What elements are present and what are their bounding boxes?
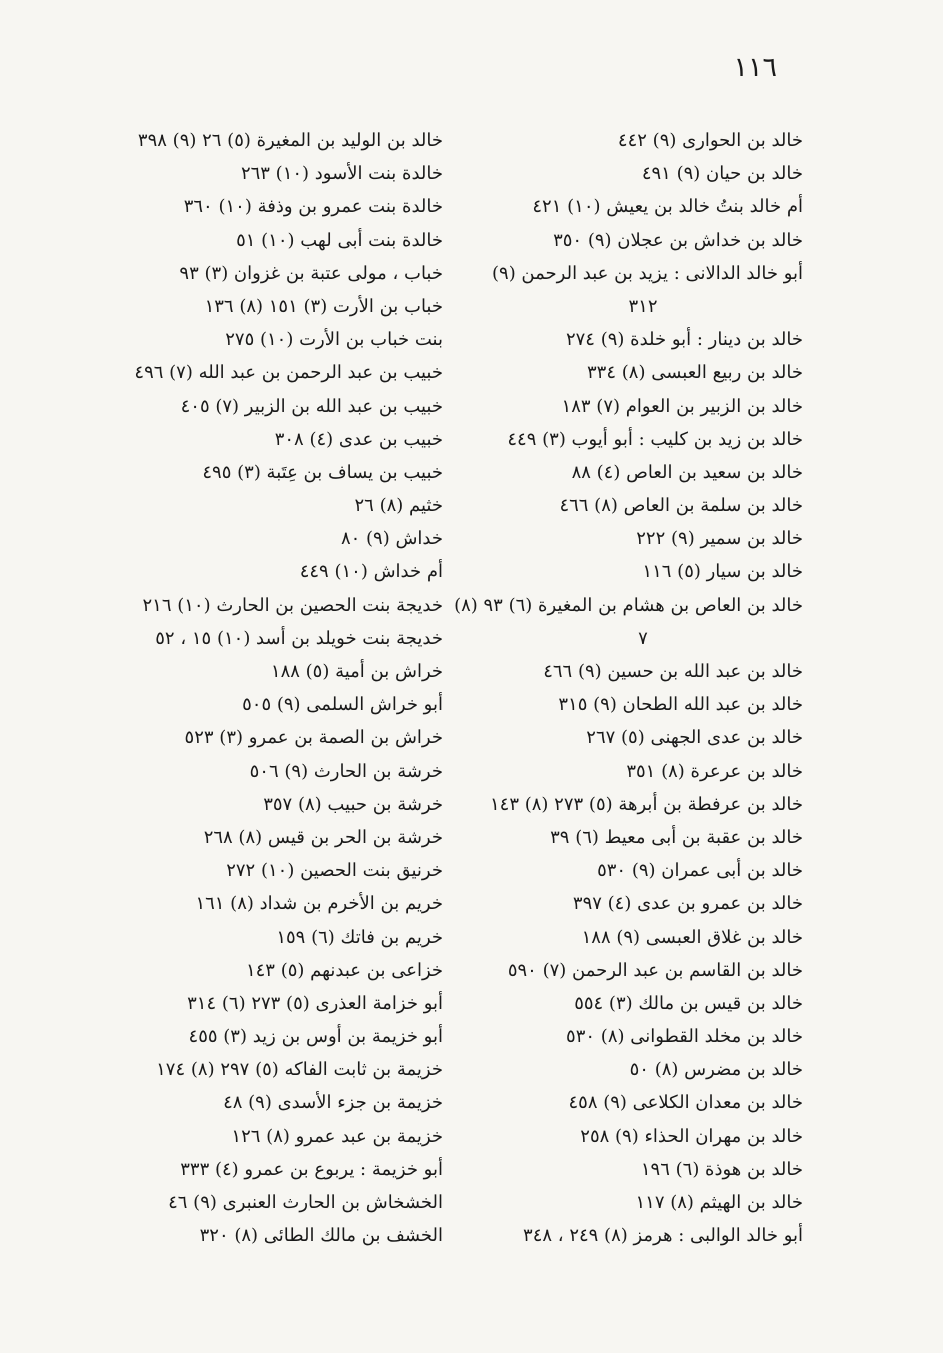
index-entry: خالد بن القاسم بن عبد الرحمن (٧) ٥٩٠ bbox=[507, 959, 803, 981]
index-entry: خالد بن سلمة بن العاص (٨) ٤٦٦ bbox=[559, 495, 803, 517]
index-entry: خزاعى بن عبدنهم (٥) ١٤٣ bbox=[245, 959, 443, 981]
index-entry: خالد بن حيان (٩) ٤٩١ bbox=[641, 163, 803, 185]
index-entry: خثيم (٨) ٢٦ bbox=[354, 495, 443, 517]
index-entry: خالد بن عمرو بن عدى (٤) ٣٩٧ bbox=[572, 893, 803, 915]
index-entry: خالد بن عرعرة (٨) ٣٥١ bbox=[626, 760, 803, 782]
index-entry: خالد بن قيس بن مالك (٣) ٥٥٤ bbox=[574, 992, 803, 1014]
index-entry: خالد بن غلاق العبسى (٩) ١٨٨ bbox=[581, 926, 803, 948]
index-entry: خالد بن عقبة بن أبى معيط (٦) ٣٩ bbox=[550, 826, 803, 848]
index-entry: خرشة بن الحر بن قيس (٨) ٢٦٨ bbox=[203, 826, 443, 848]
index-entry: ٧ bbox=[638, 627, 648, 649]
index-entry: خبيب بن عبد الله بن الزبير (٧) ٤٠٥ bbox=[180, 395, 443, 417]
index-entry: خرشة بن الحارث (٩) ٥٠٦ bbox=[249, 760, 443, 782]
index-entry: خالدة بنت عمرو بن وذفة (١٠) ٣٦٠ bbox=[183, 196, 443, 218]
index-entry: خديجة بنت الحصين بن الحارث (١٠) ٢١٦ bbox=[142, 594, 443, 616]
index-entry: خديجة بنت خويلد بن أسد (١٠) ١٥ ، ٥٢ bbox=[155, 627, 443, 649]
index-entry: خزيمة بن ثابت الفاكه (٥) ٢٩٧ (٨) ١٧٤ bbox=[156, 1059, 443, 1081]
index-entry: أبو خالد الدالانى : يزيد بن عبد الرحمن (٩) bbox=[491, 262, 803, 284]
index-entry: خالد بن عدى الجهنى (٥) ٢٦٧ bbox=[586, 727, 803, 749]
index-entry: خالد بن معدان الكلاعى (٩) ٤٥٨ bbox=[568, 1092, 803, 1114]
index-entry: خالد بن سعيد بن العاص (٤) ٨٨ bbox=[571, 461, 803, 483]
index-entry: أبو خراش السلمى (٩) ٥٠٥ bbox=[242, 694, 443, 716]
index-entry: خالد بن دينار : أبو خلدة (٩) ٢٧٤ bbox=[565, 329, 803, 351]
index-entry: خرشة بن حبيب (٨) ٣٥٧ bbox=[263, 793, 443, 815]
index-entry: خالد بن خداش بن عجلان (٩) ٣٥٠ bbox=[553, 229, 803, 251]
index-entry: أبو خالد الوالبى : هرمز (٨) ٢٤٩ ، ٣٤٨ bbox=[523, 1225, 803, 1247]
index-entry: بنت خباب بن الأرت (١٠) ٢٧٥ bbox=[225, 329, 443, 351]
index-entry: خزيمة بن جزء الأسدى (٩) ٤٨ bbox=[223, 1092, 443, 1114]
index-entry: خالد بن ربيع العبسى (٨) ٣٣٤ bbox=[587, 362, 803, 384]
index-entry: أم خالد بنتُ خالد بن يعيش (١٠) ٤٢١ bbox=[532, 196, 803, 218]
index-entry: خالد بن زيد بن كليب : أبو أيوب (٣) ٤٤٩ bbox=[507, 428, 803, 450]
index-entry: خالد بن مهران الحذاء (٩) ٢٥٨ bbox=[580, 1125, 803, 1147]
index-entry: الخشف بن مالك الطائى (٨) ٣٢٠ bbox=[199, 1225, 443, 1247]
index-entry: خبيب بن عدى (٤) ٣٠٨ bbox=[274, 428, 443, 450]
index-entry: خراش بن أمية (٥) ١٨٨ bbox=[270, 661, 443, 682]
index-entry: خالد بن الهيثم (٨) ١١٧ bbox=[635, 1192, 803, 1213]
index-entry: ٣١٢ bbox=[628, 295, 658, 317]
index-entry: خالد بن سيار (٥) ١١٦ bbox=[642, 561, 803, 583]
index-entry: خالد بن عرفطة بن أبرهة (٥) ٢٧٣ (٨) ١٤٣ bbox=[489, 793, 803, 815]
index-entry: خبيب بن عبد الرحمن بن عبد الله (٧) ٤٩٦ bbox=[134, 362, 443, 384]
index-entry: خباب بن الأرت (٣) ١٥١ (٨) ١٣٦ bbox=[204, 295, 443, 317]
index-entry: أبو خزيمة : يربوع بن عمرو (٤) ٣٣٣ bbox=[180, 1158, 443, 1180]
index-entry: خريم بن فاتك (٦) ١٥٩ bbox=[276, 926, 443, 948]
index-entry: خالد بن الزبير بن العوام (٧) ١٨٣ bbox=[561, 395, 803, 417]
index-entry: خالد بن الوليد بن المغيرة (٥) ٢٦ (٩) ٣٩٨ bbox=[137, 130, 443, 151]
index-entry: أبو خزامة العذرى (٥) ٢٧٣ (٦) ٣١٤ bbox=[187, 992, 443, 1014]
index-entry: خزيمة بن عبد عمرو (٨) ١٢٦ bbox=[231, 1125, 443, 1147]
index-entry: خرنيق بنت الحصين (١٠) ٢٧٢ bbox=[226, 860, 443, 882]
index-entry: خالدة بنت الأسود (١٠) ٢٦٣ bbox=[240, 163, 443, 185]
index-entry: خداش (٩) ٨٠ bbox=[340, 528, 443, 550]
index-entry: خالد بن الحوارى (٩) ٤٤٢ bbox=[617, 130, 803, 151]
index-column-right bbox=[454, 124, 803, 1252]
index-entry: خالد بن العاص بن هشام بن المغيرة (٦) ٩٣ (٨) bbox=[454, 594, 803, 616]
index-entry: خالد بن مخلد القطوانى (٨) ٥٣٠ bbox=[566, 1026, 803, 1048]
index-entry: خالد بن عبد الله الطحان (٩) ٣١٥ bbox=[558, 694, 803, 716]
index-entry: خالدة بنت أبى لهب (١٠) ٥١ bbox=[236, 229, 443, 251]
index-entry: خالد بن سمير (٩) ٢٢٢ bbox=[636, 528, 803, 550]
index-entry: خالد بن عبد الله بن حسين (٩) ٤٦٦ bbox=[543, 661, 803, 682]
index-entry: خباب ، مولى عتبة بن غزوان (٣) ٩٣ bbox=[179, 262, 443, 284]
index-entry: الخشخاش بن الحارث العنبرى (٩) ٤٦ bbox=[168, 1192, 443, 1213]
index-column-left bbox=[103, 124, 443, 1252]
index-entry: خراش بن الصمة بن عمرو (٣) ٥٢٣ bbox=[184, 727, 443, 749]
index-entry: خالد بن مضرس (٨) ٥٠ bbox=[629, 1059, 803, 1081]
page-number: ١١٦ bbox=[733, 52, 777, 83]
index-entry: أم خداش (١٠) ٤٤٩ bbox=[299, 561, 443, 583]
index-entry: خبيب بن يساف بن عِتَبة (٣) ٤٩٥ bbox=[202, 461, 443, 483]
index-entry: أبو خزيمة بن أوس بن زيد (٣) ٤٥٥ bbox=[188, 1026, 443, 1048]
index-entry: خالد بن أبى عمران (٩) ٥٣٠ bbox=[597, 860, 803, 882]
index-entry: خالد بن هوذة (٦) ١٩٦ bbox=[640, 1158, 803, 1180]
index-entry: خريم بن الأخرم بن شداد (٨) ١٦١ bbox=[195, 893, 443, 915]
